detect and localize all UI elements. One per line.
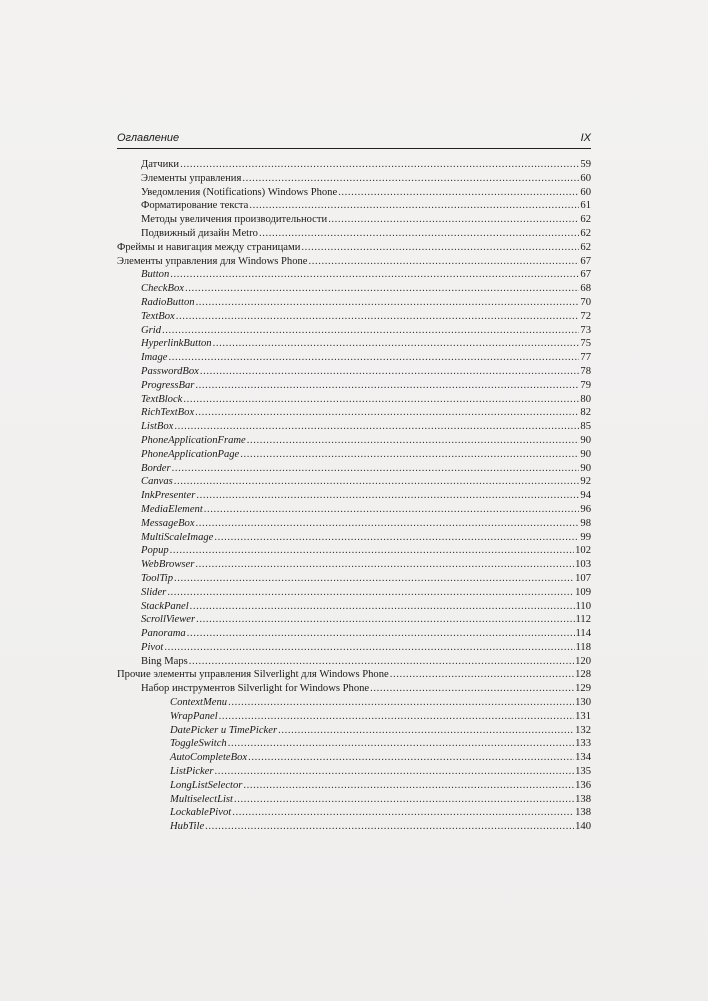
toc-entry-title: RichTextBox <box>141 407 195 419</box>
toc-entry-title: HubTile <box>170 821 205 833</box>
dot-leader <box>170 268 579 282</box>
toc-entry <box>117 337 591 351</box>
toc-entry <box>117 199 591 213</box>
toc-entry-title: Прочие элементы управления Silverlight для Windows Phone <box>117 669 389 681</box>
toc-entry <box>117 779 591 793</box>
dot-leader <box>168 351 579 365</box>
dot-leader <box>172 462 580 476</box>
toc-entry-page: 60 <box>580 186 591 198</box>
toc-entry <box>117 765 591 779</box>
toc-entry-page: 90 <box>580 434 591 446</box>
dot-leader <box>164 641 574 655</box>
toc-entry <box>117 158 591 172</box>
toc-entry-page: 72 <box>580 310 591 322</box>
toc-entry <box>117 282 591 296</box>
toc-entry-page: 109 <box>575 586 591 598</box>
toc-entry-page: 59 <box>580 159 591 170</box>
dot-leader <box>174 572 574 586</box>
toc-entry <box>117 641 591 655</box>
toc-entry-title: MultiselectList <box>170 793 233 805</box>
toc-entry <box>117 310 591 324</box>
toc-entry-page: 77 <box>580 352 591 364</box>
toc-entry <box>117 710 591 724</box>
toc-entry-page: 70 <box>580 296 591 308</box>
toc-entry-title: Датчики <box>141 159 180 170</box>
toc-entry-page: 73 <box>580 324 591 336</box>
toc-entry <box>117 213 591 227</box>
toc-entry-title: Методы увеличения производительности <box>141 214 328 226</box>
toc-entry <box>117 462 591 476</box>
toc-entry-title: ScrollViewer <box>141 614 196 626</box>
toc-entry-title: WrapPanel <box>170 710 218 722</box>
dot-leader <box>183 393 579 407</box>
toc-entry <box>117 379 591 393</box>
toc-entry-page: 103 <box>575 559 591 571</box>
dot-leader <box>214 531 579 545</box>
toc-entry-title: Форматирование текста <box>141 200 249 212</box>
toc-entry-title: PhoneApplicationFrame <box>141 434 246 446</box>
dot-leader <box>242 172 579 186</box>
toc-entry-page: 131 <box>575 710 591 722</box>
toc-entry-page: 135 <box>575 766 591 778</box>
toc-entry <box>117 393 591 407</box>
toc-entry-page: 102 <box>575 545 591 557</box>
dot-leader <box>170 544 574 558</box>
toc-entry-title: Подвижный дизайн Metro <box>141 227 258 239</box>
toc-entry-page: 132 <box>575 724 591 736</box>
toc-entry-page: 68 <box>580 283 591 295</box>
toc-entry-title: Border <box>141 462 171 474</box>
toc-entry-page: 133 <box>575 738 591 750</box>
toc-entry-title: Grid <box>141 324 162 336</box>
toc-entry-title: LongListSelector <box>170 779 243 791</box>
toc-entry-page: 78 <box>580 365 591 377</box>
toc-entry-page: 112 <box>575 614 591 626</box>
toc-entry-title: Pivot <box>141 641 164 653</box>
dot-leader <box>219 710 574 724</box>
toc-entry <box>117 448 591 462</box>
toc-entry-title: ContextMenu <box>170 697 228 709</box>
toc-entry-page: 110 <box>575 600 591 612</box>
dot-leader <box>195 558 574 572</box>
toc-entry <box>117 434 591 448</box>
toc-entry <box>117 351 591 365</box>
dot-leader <box>234 793 574 807</box>
toc-entry <box>117 682 591 696</box>
toc-entry <box>117 227 591 241</box>
toc-entry <box>117 793 591 807</box>
toc-entry-page: 129 <box>575 683 591 695</box>
toc-entry-page: 80 <box>580 393 591 405</box>
toc-entry-title: WebBrowser <box>141 559 195 571</box>
dot-leader <box>301 241 579 255</box>
toc-entry <box>117 172 591 186</box>
toc-entry <box>117 806 591 820</box>
toc-entry <box>117 531 591 545</box>
toc-entry-title: MessageBox <box>141 517 195 529</box>
toc-entry <box>117 600 591 614</box>
toc-entry <box>117 627 591 641</box>
dot-leader <box>243 779 574 793</box>
dot-leader <box>370 682 574 696</box>
toc-entry <box>117 586 591 600</box>
toc-entry-title: ListBox <box>141 421 174 433</box>
dot-leader <box>205 820 574 834</box>
header-rule <box>117 148 591 149</box>
toc-entry <box>117 186 591 200</box>
toc-entry <box>117 820 591 834</box>
toc-entry-title: CheckBox <box>141 283 184 295</box>
toc-entry <box>117 420 591 434</box>
toc-entry <box>117 613 591 627</box>
toc-entry-page: 138 <box>575 807 591 819</box>
dot-leader <box>195 406 579 420</box>
toc-entry-page: 94 <box>580 490 591 502</box>
toc-entry-title: HyperlinkButton <box>141 338 212 350</box>
toc-entry <box>117 503 591 517</box>
toc-entry-page: 120 <box>575 655 591 667</box>
toc-entry <box>117 268 591 282</box>
toc-entry-title: Panorama <box>141 628 186 640</box>
toc-entry-title: MultiScaleImage <box>141 531 214 543</box>
toc-entry-page: 130 <box>575 697 591 709</box>
table-of-contents <box>117 158 591 834</box>
dot-leader <box>240 448 579 462</box>
dot-leader <box>309 255 580 269</box>
dot-leader <box>228 737 574 751</box>
dot-leader <box>196 517 580 531</box>
dot-leader <box>196 296 580 310</box>
toc-entry-title: ToggleSwitch <box>170 738 227 750</box>
dot-leader <box>200 365 580 379</box>
toc-entry-page: 90 <box>580 462 591 474</box>
dot-leader <box>232 806 574 820</box>
toc-entry-page: 138 <box>575 793 591 805</box>
toc-entry <box>117 696 591 710</box>
toc-entry <box>117 489 591 503</box>
dot-leader <box>174 475 580 489</box>
dot-leader <box>204 503 580 517</box>
toc-entry-page: 61 <box>580 200 591 212</box>
toc-entry-title: TextBlock <box>141 393 183 405</box>
dot-leader <box>185 282 579 296</box>
toc-entry-page: 99 <box>580 531 591 543</box>
dot-leader <box>187 627 575 641</box>
dot-leader <box>259 227 579 241</box>
dot-leader <box>195 379 579 393</box>
toc-entry <box>117 475 591 489</box>
dot-leader <box>190 600 575 614</box>
toc-entry <box>117 751 591 765</box>
dot-leader <box>196 613 574 627</box>
dot-leader <box>338 186 579 200</box>
toc-entry <box>117 558 591 572</box>
dot-leader <box>228 696 574 710</box>
toc-entry-title: MediaElement <box>141 503 203 515</box>
toc-entry-title: RadioButton <box>141 296 195 308</box>
toc-entry-title: AutoCompleteBox <box>170 752 248 764</box>
toc-entry-title: ListPicker <box>170 766 214 778</box>
dot-leader <box>247 434 580 448</box>
dot-leader <box>248 751 574 765</box>
dot-leader <box>189 655 574 669</box>
running-header <box>117 132 591 148</box>
toc-entry-page: 134 <box>575 752 591 764</box>
toc-entry-title: StackPanel <box>141 600 189 612</box>
toc-entry-page: 107 <box>575 572 591 584</box>
toc-entry-title: PasswordBox <box>141 365 199 377</box>
dot-leader <box>162 324 579 338</box>
toc-entry-page: 60 <box>580 172 591 184</box>
toc-entry-page: 62 <box>580 241 591 253</box>
toc-entry-title: Slider <box>141 586 167 598</box>
toc-entry <box>117 365 591 379</box>
toc-entry-title: Набор инструментов Silverlight for Windows Phone <box>141 683 370 695</box>
toc-entry-title: Image <box>141 352 168 364</box>
dot-leader <box>390 668 574 682</box>
dot-leader <box>278 724 574 738</box>
dot-leader <box>213 337 580 351</box>
toc-entry-title: Bing Maps <box>141 655 188 667</box>
dot-leader <box>180 158 579 172</box>
toc-entry-page: 67 <box>580 269 591 281</box>
toc-entry <box>117 296 591 310</box>
toc-entry-page: 118 <box>575 641 591 653</box>
toc-entry <box>117 737 591 751</box>
toc-entry-page: 140 <box>575 821 591 833</box>
toc-entry <box>117 517 591 531</box>
toc-entry-title: Button <box>141 269 170 281</box>
toc-entry <box>117 655 591 669</box>
toc-entry <box>117 724 591 738</box>
toc-entry-page: 85 <box>580 421 591 433</box>
toc-entry-page: 82 <box>580 407 591 419</box>
dot-leader <box>176 310 580 324</box>
toc-entry-title: Canvas <box>141 476 173 488</box>
toc-entry-title: LockablePivot <box>170 807 232 819</box>
toc-entry-page: 79 <box>580 379 591 391</box>
toc-entry-page: 136 <box>575 779 591 791</box>
toc-entry-title: DatePicker и TimePicker <box>170 724 278 736</box>
toc-entry <box>117 668 591 682</box>
toc-entry-page: 62 <box>580 227 591 239</box>
toc-entry-title: Элементы управления <box>141 172 242 184</box>
toc-entry <box>117 324 591 338</box>
toc-entry <box>117 406 591 420</box>
toc-entry-title: ProgressBar <box>141 379 195 391</box>
toc-entry-title: Popup <box>141 545 169 557</box>
toc-entry <box>117 544 591 558</box>
toc-entry-page: 75 <box>580 338 591 350</box>
toc-entry-page: 98 <box>580 517 591 529</box>
toc-entry <box>117 572 591 586</box>
toc-entry-page: 92 <box>580 476 591 488</box>
toc-entry-title: Уведомления (Notifications) Windows Phone <box>141 186 338 198</box>
section-title: Оглавление <box>117 132 180 144</box>
toc-entry-page: 90 <box>580 448 591 460</box>
toc-entry-page: 67 <box>580 255 591 267</box>
toc-entry <box>117 241 591 255</box>
toc-entry-title: Фреймы и навигация между страницами <box>117 241 301 253</box>
page-number: IX <box>580 132 591 144</box>
toc-entry-page: 96 <box>580 503 591 515</box>
toc-entry-page: 128 <box>575 669 591 681</box>
dot-leader <box>249 199 579 213</box>
toc-entry-page: 114 <box>575 628 591 640</box>
toc-entry-title: PhoneApplicationPage <box>141 448 240 460</box>
toc-entry-title: ToolTip <box>141 572 174 584</box>
dot-leader <box>167 586 574 600</box>
dot-leader <box>215 765 575 779</box>
toc-entry <box>117 255 591 269</box>
toc-entry-title: Элементы управления для Windows Phone <box>117 255 308 267</box>
dot-leader <box>328 213 579 227</box>
toc-entry-title: TextBox <box>141 310 175 322</box>
toc-entry-title: InkPresenter <box>141 490 196 502</box>
dot-leader <box>174 420 579 434</box>
toc-entry-page: 62 <box>580 214 591 226</box>
dot-leader <box>196 489 579 503</box>
